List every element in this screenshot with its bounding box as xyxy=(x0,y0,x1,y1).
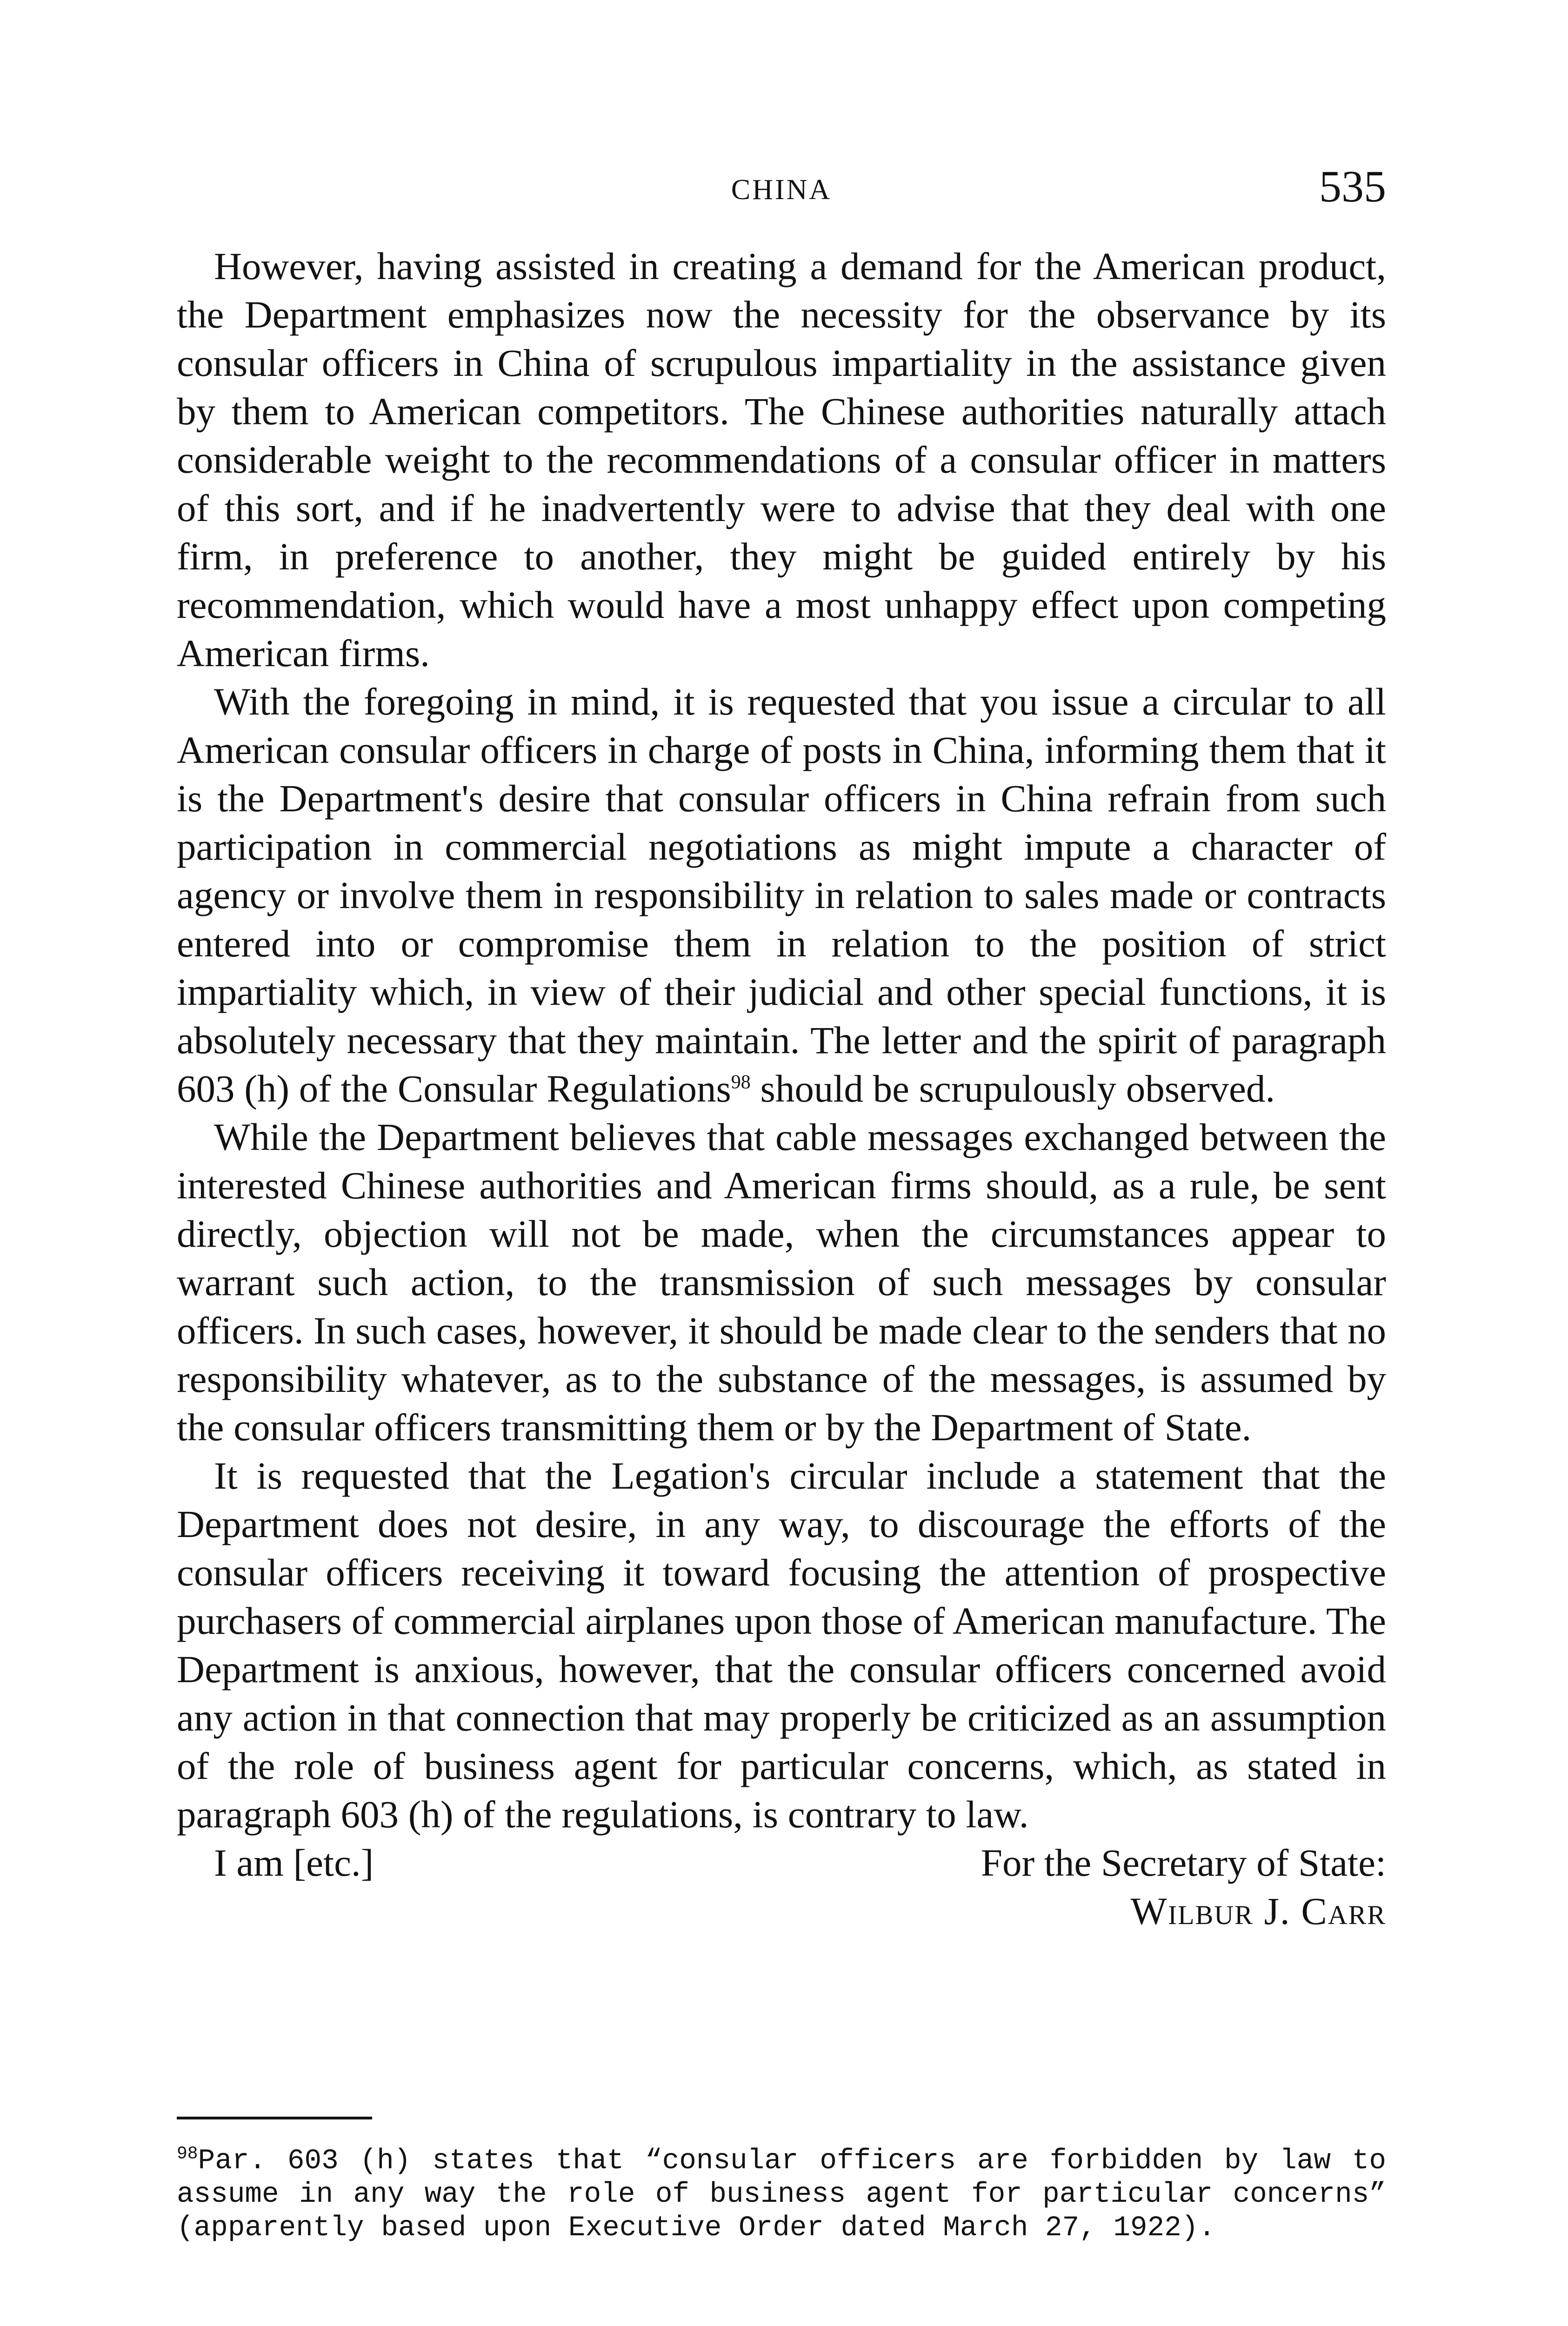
footnote-reference: 98 xyxy=(731,1071,751,1093)
footnote-mark: 98 xyxy=(177,2144,198,2164)
footnote-divider xyxy=(177,2117,372,2119)
body-text xyxy=(177,242,1386,1935)
page-number: 535 xyxy=(1319,161,1386,211)
signer-name: Wilbur J. Carr xyxy=(1130,1890,1386,1932)
paragraph: While the Department believes that cable messages exchanged between the interested Chinese authorities and American firms should, as a rule, be sent directly, objection will not be made, when the circumstances appear to warrant such action, to the transmission of such messages by consular officers. In such cases, however, it should be made clear to the senders that no responsibility whatever, as to the substance of the messages, is assumed by the consular officers transmitting them or by the Department of State. xyxy=(177,1116,1386,1449)
paragraph: It is requested that the Legation's circular include a statement that the Department does not desire, in any way, to discourage the efforts of the consular officers receiving it toward focusing the attention of prospective purchasers of commercial airplanes upon those of American manufacture. The Department is anxious, however, that the consular officers concerned avoid any action in that connection that may properly be criticized as an assumption of the role of business agent for particular concerns, which, as stated in paragraph 603 (h) of the regulations, is contrary to law. xyxy=(177,1454,1386,1836)
paragraph-text: With the foregoing in mind, it is requested that you issue a circular to all American consular officers in charge of posts in China, informing them that it is the Department's desire that consular officers in China refrain from such participation in commercial negotiations as might impute a character of agency or involve them in responsibility in relation to sales made or contracts entered into or compromise them in relation to the position of strict impartiality which, in view of their judicial and other special functions, it is absolutely necessary that they maintain. The letter and the spirit of paragraph 603 (h) of the Consular Regulations xyxy=(177,680,1386,1110)
paragraph-text-continued: should be scrupulously observed. xyxy=(760,1067,1275,1110)
footnote-text: Par. 603 (h) states that “consular officers are forbidden by law to assume in any way the role of business agent for particular concerns” (apparently based upon Executive Order dated March 27, 1922). xyxy=(177,2145,1386,2244)
paragraph xyxy=(177,677,1386,1113)
page-header xyxy=(177,160,1386,216)
running-head: CHINA xyxy=(731,174,832,206)
signoff-block xyxy=(177,1838,1386,1935)
closing-line: I am [etc.] xyxy=(214,1841,374,1884)
signature-block xyxy=(981,1838,1386,1935)
for-secretary-line: For the Secretary of State: xyxy=(981,1841,1386,1884)
paragraph: However, having assisted in creating a demand for the American product, the Department emphasizes now the necessity for the observance by its consular officers in China of scrupulous impartiality in the assistance given by them to American competitors. The Chinese authorities naturally attach considerable weight to the recommendations of a consular officer in matters of this sort, and if he inadvertently were to advise that they deal with one firm, in preference to another, they might be guided entirely by his recommendation, which would have a most unhappy effect upon competing American firms. xyxy=(177,245,1386,675)
footnote xyxy=(177,2145,1386,2245)
